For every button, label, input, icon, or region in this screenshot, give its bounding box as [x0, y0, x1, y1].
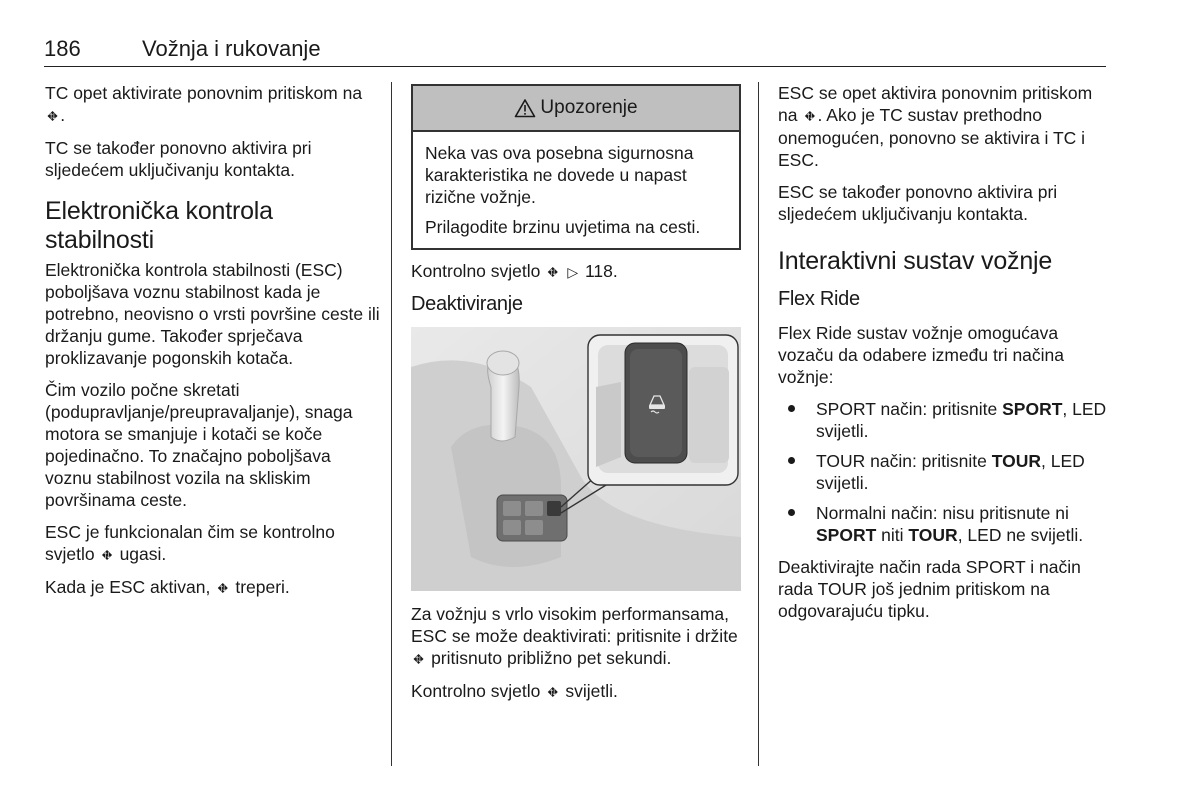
center-console-illustration	[411, 327, 741, 591]
page-reference-arrow-icon: ▷	[567, 264, 579, 280]
warning-triangle-icon	[514, 98, 536, 118]
paragraph: Elektronička kontrola stabilnosti (ESC) poboljšava voznu stabilnost kada je potrebno, neovisno o vrsti površine ceste ili držanju gume. Također sprječava proklizavanje pogonskih kotača.	[45, 260, 380, 368]
warning-box	[411, 84, 741, 250]
paragraph: ESC se također ponovno aktivira pri sljedećem uključivanju kontakta.	[778, 182, 1058, 224]
column-divider	[758, 82, 759, 766]
section-heading-interactive-driving: Interaktivni sustav vožnje	[778, 247, 1053, 275]
section-heading-deactivate: Deaktiviranje	[411, 293, 523, 315]
paragraph: Deaktivirajte način rada SPORT i način rada TOUR još jednim pritiskom na odgovarajuću tipku.	[778, 557, 1081, 621]
warning-header	[413, 86, 739, 132]
section-heading-esc: Elektronička kontrola stabilnosti	[45, 197, 273, 254]
warning-body	[413, 132, 739, 248]
paragraph: Kada je ESC aktivan, ⛖ treperi.	[45, 577, 290, 597]
paragraph: ESC se opet aktivira ponovnim pritiskom na ⛖ . Ako je TC sustav prethodno onemogućen, ponovno se aktivira i TC i ESC.	[778, 83, 1093, 170]
list-item: TOUR način: pritisnite TOUR, LED svijetli.	[778, 450, 1108, 494]
paragraph: TC opet aktivirate ponovnim pritiskom na ⛖ .	[45, 83, 363, 125]
paragraph: Prilagodite brzinu uvjetima na cesti.	[425, 217, 701, 237]
esc-off-icon: ⛖	[101, 547, 113, 563]
paragraph: Čim vozilo počne skretati (podupravljanje/preupravaljanje), snaga motora se smanjuje i kotači se koče pojedinačno. To značajno poboljšava voznu stabilnost vozila na skliskim površinama ceste.	[45, 380, 353, 510]
subheading-flex-ride: Flex Ride	[778, 288, 860, 310]
esc-off-icon: ⛖	[217, 580, 229, 596]
warning-title: Upozorenje	[540, 97, 638, 118]
list-item: Normalni način: nisu pritisnute ni SPORT niti TOUR, LED ne svijetli.	[778, 502, 1108, 546]
paragraph: Kontrolno svjetlo ⛖ ▷ 118.	[411, 261, 618, 281]
column-middle	[411, 84, 741, 713]
esc-off-icon: ⛖	[547, 684, 559, 700]
paragraph: Za vožnju s vrlo visokim performansama, ESC se može deaktivirati: pritisnite i držite ⛖ pritisnuto približno pet sekundi.	[411, 604, 738, 668]
paragraph: Kontrolno svjetlo ⛖ svijetli.	[411, 681, 618, 701]
list-item: SPORT način: pritisnite SPORT, LED svijetli.	[778, 398, 1108, 442]
page-header	[44, 36, 1106, 67]
paragraph: TC se također ponovno aktivira pri sljedećem uključivanju kontakta.	[45, 138, 312, 180]
esc-off-icon: ⛖	[413, 651, 425, 667]
column-right	[778, 82, 1108, 632]
page-number: 186	[44, 36, 81, 61]
drive-mode-list	[778, 398, 1108, 546]
paragraph: Neka vas ova posebna sigurnosna karakteristika ne dovede u napast rizične vožnje.	[425, 143, 694, 207]
esc-off-icon: ⛖	[547, 264, 559, 280]
chapter-title: Vožnja i rukovanje	[142, 36, 321, 61]
paragraph: Flex Ride sustav vožnje omogućava vozaču da odabere između tri načina vožnje:	[778, 323, 1065, 387]
paragraph: ESC je funkcionalan čim se kontrolno svjetlo ⛖ ugasi.	[45, 522, 335, 564]
column-left	[45, 82, 381, 609]
column-divider	[391, 82, 392, 766]
esc-off-icon: ⛖	[804, 108, 816, 124]
esc-off-icon: ⛖	[47, 108, 59, 124]
